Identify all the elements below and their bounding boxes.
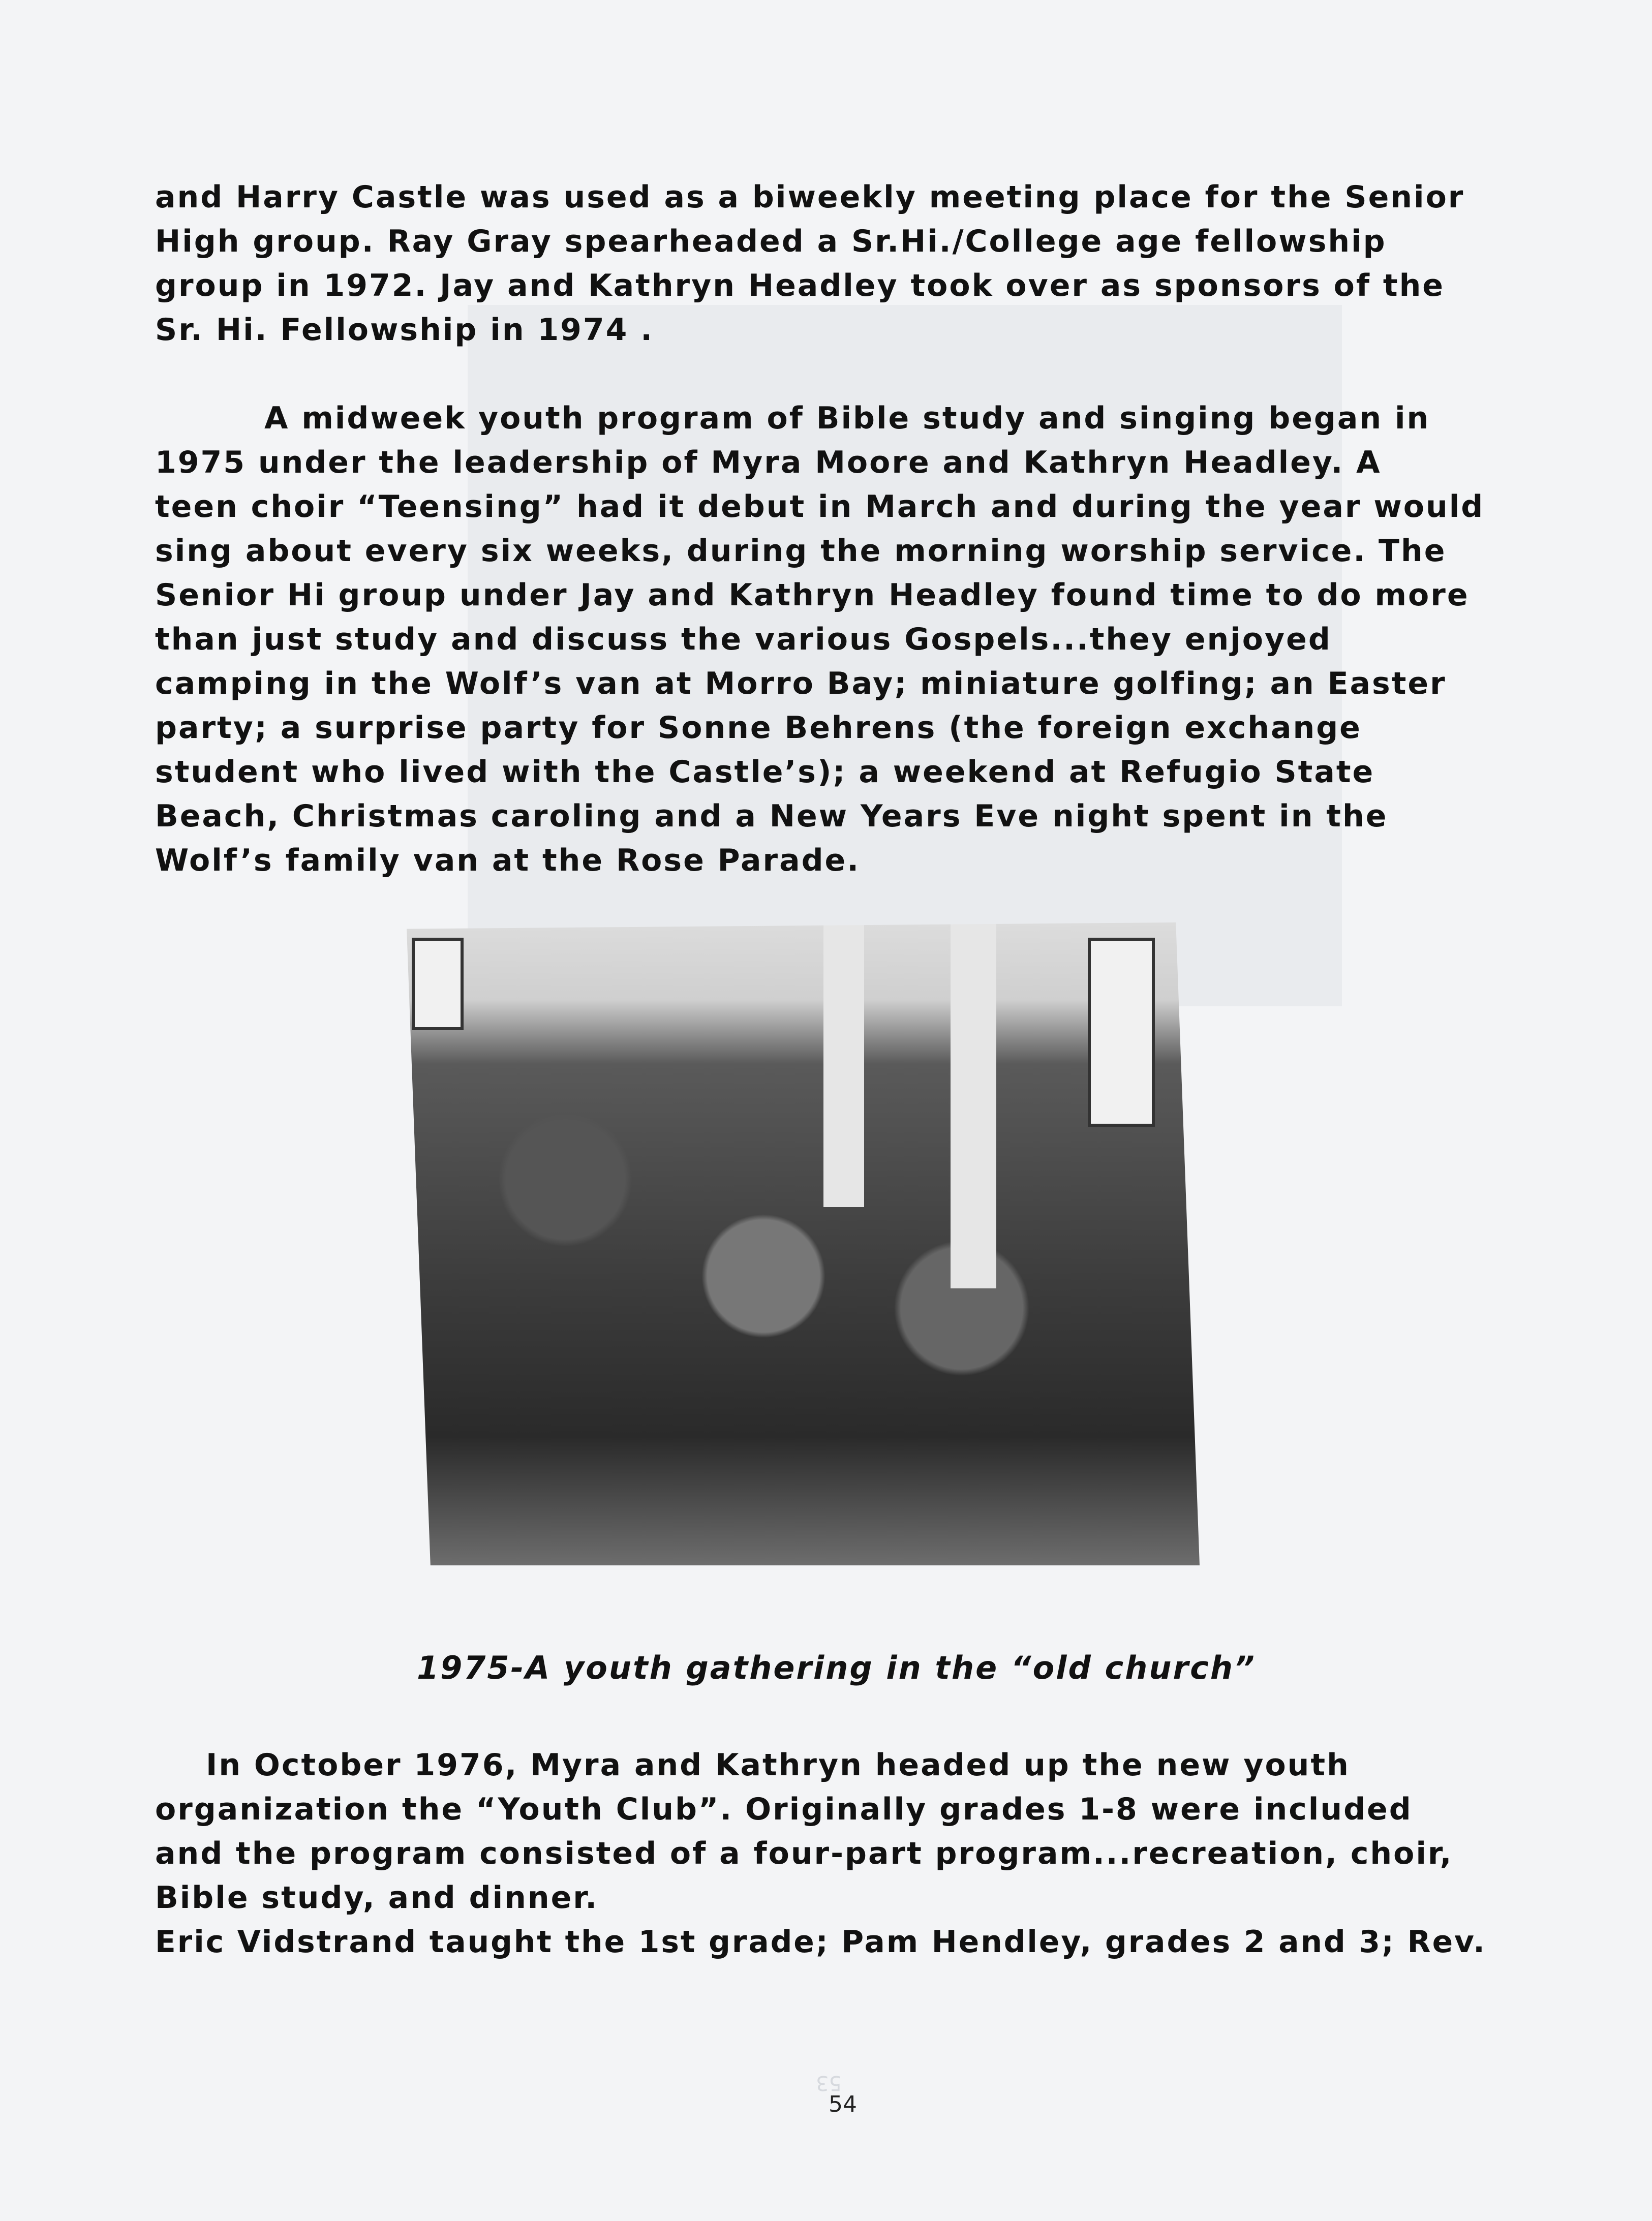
text-line: Senior Hi group under Jay and Kathryn Headley found time to do more [155, 577, 1470, 613]
text-line: and the program consisted of a four-part program...recreation, choir, [155, 1836, 1453, 1871]
text-line: Beach, Christmas caroling and a New Years Eve night spent in the [155, 798, 1388, 834]
text-line: Bible study, and dinner. [155, 1880, 599, 1916]
text-line: In October 1976, Myra and Kathryn headed up the new youth [206, 1747, 1350, 1783]
church-window [412, 938, 464, 1030]
text-line: High group. Ray Gray spearheaded a Sr.Hi./College age fellowship [155, 224, 1387, 259]
paragraph-midweek-youth [155, 396, 1487, 883]
church-window [1088, 938, 1155, 1127]
text-line: than just study and discuss the various Gospels...they enjoyed [155, 622, 1332, 657]
photo-caption: 1975-A youth gathering in the “old church” [417, 1649, 1256, 1686]
youth-gathering-photo [407, 922, 1200, 1565]
text-line: 1975 under the leadership of Myra Moore and Kathryn Headley. A [155, 445, 1382, 480]
text-line: sing about every six weeks, during the morning worship service. The [155, 533, 1447, 569]
text-line: and Harry Castle was used as a biweekly meeting place for the Senior [155, 179, 1465, 215]
text-line: party; a surprise party for Sonne Behrens (the foreign exchange [155, 710, 1362, 746]
text-line: teen choir “Teensing” had it debut in March and during the year would [155, 489, 1485, 525]
text-line: student who lived with the Castle’s); a weekend at Refugio State [155, 754, 1375, 790]
paragraph-senior-high [155, 175, 1487, 352]
church-pillar [823, 922, 864, 1207]
text-line: Eric Vidstrand taught the 1st grade; Pam Hendley, grades 2 and 3; Rev. [155, 1924, 1486, 1960]
page-number: 54 [829, 2091, 857, 2117]
text-line: Sr. Hi. Fellowship in 1974 . [155, 312, 654, 348]
paragraph-youth-club [155, 1743, 1487, 1964]
church-pillar [951, 922, 996, 1288]
text-line: camping in the Wolf’s van at Morro Bay; miniature golfing; an Easter [155, 666, 1447, 701]
text-line: A midweek youth program of Bible study and singing began in [264, 400, 1430, 436]
text-line: Wolf’s family van at the Rose Parade. [155, 843, 861, 878]
bleed-through-page-number: 53 [816, 2071, 842, 2094]
text-line: group in 1972. Jay and Kathryn Headley took over as sponsors of the [155, 268, 1445, 303]
text-line: organization the “Youth Club”. Originally grades 1-8 were included [155, 1792, 1413, 1827]
